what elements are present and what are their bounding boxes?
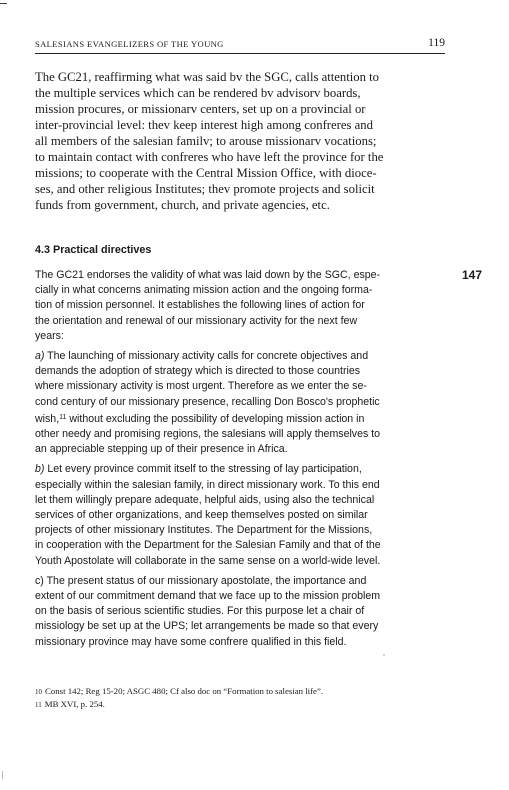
text-line: [35, 462, 447, 477]
text-line: years:: [35, 329, 64, 342]
text-line: in cooperation with the Department for the Salesian Family and that of the: [35, 539, 381, 552]
text-line: funds from government, church, and private agencies, etc.: [35, 198, 330, 212]
text-line: The GC21, reaffirming what was said bv the SGC, calls attention to: [35, 70, 380, 84]
footnote-text: Const 142; Reg 15-20; ASGC 480; Cf also doc on “Formation to salesian life”.: [45, 686, 324, 696]
running-header: [35, 38, 445, 52]
text-line: cially in what concerns animating mission action and the ongoing forma-: [35, 284, 373, 297]
footnote-mark: 11: [35, 701, 42, 709]
text-line: the orientation and renewal of our missionary activity for the next few: [35, 314, 358, 327]
text-segment: wish,: [35, 412, 60, 425]
header-rule: [35, 53, 445, 54]
text-line: missionary province may have some confrere qualified in this field.: [35, 635, 347, 648]
footnotes: [35, 685, 447, 711]
text-line: on the basis of serious scientific studies. For this purpose let a chair of: [35, 605, 365, 618]
margin-number: 147: [462, 268, 483, 282]
text-line: projects of other missionary Institutes. The Department for the Missions,: [35, 524, 373, 537]
corner-mark: [0, 3, 7, 4]
paragraph-intro: [35, 268, 447, 344]
text-line: [35, 410, 447, 427]
item-marker-b: b): [35, 463, 45, 476]
footnote-text: MB XVI, p. 254.: [44, 699, 105, 709]
text-line: [35, 574, 447, 589]
text-line: tion of mission personnel. It establishes the following lines of action for: [35, 299, 365, 312]
footnote-mark: 10: [35, 688, 42, 696]
text-line: ses, and other religious Institutes; thev promote projects and solicit: [35, 182, 375, 196]
text-line: [35, 349, 447, 364]
text-segment: Let every province commit itself to the stressing of lay participation,: [44, 463, 362, 476]
text-line: other needy and promising regions, the salesians will apply themselves to: [35, 428, 381, 441]
stray-dot: [383, 654, 385, 656]
intro-paragraph: [35, 69, 447, 213]
text-line: cond century of our missionary presence, recalling Don Bosco's prophetic: [35, 395, 380, 408]
text-line: The GC21 endorses the validity of what was laid down by the SGC, espe-: [35, 269, 381, 281]
text-line: where missionary activity is most urgent. Therefore as we enter the se-: [35, 380, 367, 393]
directives-body: [35, 268, 447, 655]
text-line: especially within the salesian family, in direct missionary work. To this end: [35, 478, 380, 491]
text-segment: The present status of our missionary apostolate, the importance and: [43, 574, 367, 587]
text-line: to maintain contact with confreres who have left the province for the: [35, 150, 384, 164]
text-segment: without excluding the possibility of developing mission action in: [66, 412, 365, 425]
text-line: Youth Apostolate will collaborate in the same sense on a world-wide level.: [35, 554, 381, 567]
section-heading: 4.3 Practical directives: [35, 244, 152, 256]
text-line: services of other organizations, and keep themselves posted on similar: [35, 509, 368, 522]
item-marker-c: c): [35, 574, 44, 587]
footnote-10: [35, 685, 447, 698]
text-line: missiology be set up at the UPS; let arrangements be made so that every: [35, 620, 379, 633]
text-line: mission procures, or missionarv centers, set up on a provincial or: [35, 102, 366, 116]
edge-tick: [2, 771, 3, 779]
paragraph-c: [35, 574, 447, 650]
footnote-11: [35, 698, 447, 711]
footnote-ref-11: 11: [59, 413, 67, 421]
text-line: let them willingly prepare adequate, helpful aids, using also the technical: [35, 493, 375, 506]
text-line: all members of the salesian familv; to arouse missionarv vocations;: [35, 134, 377, 148]
text-line: inter-provincial level: thev keep interest high among confreres and: [35, 118, 373, 132]
item-marker-a: a): [35, 350, 45, 363]
paragraph-a: [35, 349, 447, 457]
page-number: 119: [428, 37, 445, 49]
text-line: extent of our commitment demand that we face up to the mission problem: [35, 590, 381, 603]
text-line: the multiple services which can be rendered bv advisorv boards,: [35, 86, 361, 100]
paragraph-b: [35, 462, 447, 568]
text-segment: The launching of missionary activity calls for concrete objectives and: [44, 350, 369, 363]
running-title: SALESIANS EVANGELIZERS OF THE YOUNG: [35, 39, 224, 49]
text-line: demands the adoption of strategy which is directed to those countries: [35, 365, 361, 378]
text-line: missions; to cooperate with the Central Mission Office, with dioce-: [35, 166, 377, 180]
text-line: an appreciable stepping up of their presence in Africa.: [35, 443, 288, 456]
